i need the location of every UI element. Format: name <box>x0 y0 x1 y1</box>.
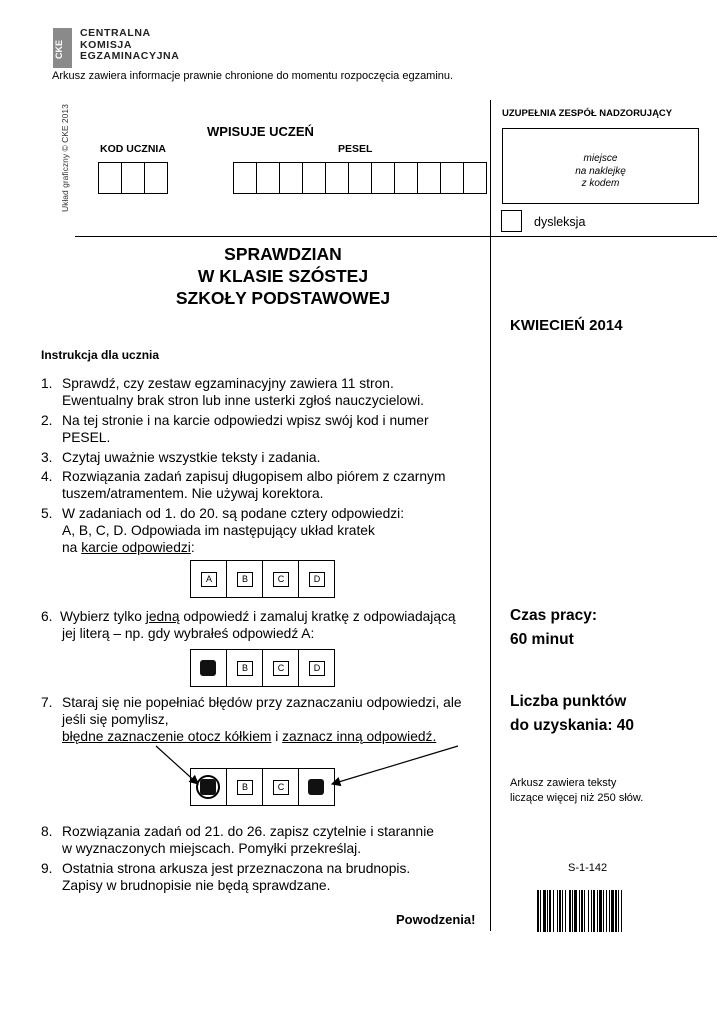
good-luck: Powodzenia! <box>396 912 476 927</box>
instruction-number: 1. <box>41 376 53 391</box>
barcode-bar <box>537 890 539 932</box>
answer-cell <box>191 650 227 686</box>
answer-cell <box>263 769 299 805</box>
instruction-text: błędne zaznaczenie otocz kółkiem i zaznacz inną odpowiedź. <box>62 729 437 744</box>
barcode-bar <box>609 890 610 932</box>
barcode-bar <box>543 890 546 932</box>
barcode-bar <box>615 890 617 932</box>
points-value: do uzyskania: 40 <box>510 717 635 734</box>
pesel-field[interactable] <box>233 162 487 194</box>
logo-letters: CKE <box>54 39 64 59</box>
instruction-text: Czytaj uważnie wszystkie teksty i zadania. <box>62 450 321 465</box>
logo-line-1: CENTRALNA <box>80 27 151 39</box>
barcode-bar <box>559 890 561 932</box>
instruction-number: 6. <box>41 609 53 624</box>
title-line-2: W KLASIE SZÓSTEJ <box>197 266 369 286</box>
answer-cell <box>227 769 263 805</box>
barcode-bar <box>606 890 607 932</box>
instruction-text: W zadaniach od 1. do 20. są podane cztery odpowiedzi: <box>62 506 405 521</box>
barcode-bar <box>557 890 558 932</box>
option-b-box: B <box>237 780 253 795</box>
pesel-label: PESEL <box>338 143 373 155</box>
instruction-text: jeśli się pomylisz, <box>62 712 169 727</box>
answer-marked-example <box>190 649 335 687</box>
logo-line-3: EGZAMINACYJNA <box>80 50 180 63</box>
instruction-text: Rozwiązania zadań od 21. do 26. zapisz czytelnie i starannie <box>62 824 434 839</box>
title-line-3: SZKOŁY PODSTAWOWEJ <box>175 288 391 308</box>
barcode-bar <box>574 890 577 932</box>
points-info <box>510 690 634 738</box>
instruction-text: Sprawdź, czy zestaw egzaminacyjny zawiera 11 stron. <box>62 376 394 391</box>
option-d-box: D <box>309 572 325 587</box>
barcode-bar <box>597 890 598 932</box>
arrow-right <box>332 746 458 784</box>
instruction-text: Wybierz tylko jedną odpowiedź i zamaluj kratkę z odpowiadającą <box>60 609 456 624</box>
barcode-bar <box>569 890 571 932</box>
barcode-bar <box>618 890 619 932</box>
instruction-text: Ostatnia strona arkusza jest przeznaczona na brudnopis. <box>62 861 411 876</box>
answer-grid-example <box>190 560 335 598</box>
horizontal-divider <box>75 236 717 237</box>
barcode-bar <box>599 890 602 932</box>
instruction-text: tuszem/atramentem. Nie używaj korektora. <box>62 486 324 501</box>
vertical-divider <box>490 100 491 931</box>
barcode-bar <box>591 890 592 932</box>
instruction-text: Rozwiązania zadań zapisuj długopisem albo piórem z czarnym <box>62 469 446 484</box>
answer-cell <box>299 561 334 597</box>
barcode-bar <box>540 890 541 932</box>
sheet-note-line-2: liczące więcej niż 250 słów. <box>510 792 644 804</box>
option-b-box: B <box>237 572 253 587</box>
instruction-number: 9. <box>41 861 53 876</box>
barcode-bar <box>588 890 589 932</box>
logo-line-2: KOMISJA <box>80 38 133 51</box>
instruction-number: 2. <box>41 413 53 428</box>
instruction-text: jej literą – np. gdy wybrałeś odpowiedź A: <box>62 626 315 641</box>
barcode-bar <box>579 890 580 932</box>
instructions-heading: Instrukcja dla ucznia <box>41 348 160 362</box>
time-value: 60 minut <box>510 631 574 648</box>
filled-mark <box>200 779 216 795</box>
dyslexia-checkbox[interactable] <box>501 210 522 232</box>
time-info <box>510 604 597 652</box>
sheet-note <box>510 776 643 806</box>
logo-text <box>80 28 179 63</box>
answer-cell <box>191 769 227 805</box>
student-heading: WPISUJE UCZEŃ <box>207 124 314 139</box>
instruction-number: 4. <box>41 469 53 484</box>
barcode-bar <box>565 890 566 932</box>
barcode-bar <box>621 890 622 932</box>
instruction-text: PESEL. <box>62 430 111 445</box>
code-sticker-area <box>502 128 699 204</box>
exam-title <box>168 243 398 309</box>
supervisor-heading: UZUPEŁNIA ZESPÓŁ NADZORUJĄCY <box>502 108 673 119</box>
sticker-line-2: na naklejkę <box>575 165 626 177</box>
points-label: Liczba punktów <box>510 693 627 710</box>
instruction-number: 5. <box>41 506 53 521</box>
barcode <box>537 890 702 932</box>
exam-date: KWIECIEŃ 2014 <box>510 317 623 334</box>
instruction-text: Zapisy w brudnopisie nie będą sprawdzane. <box>62 878 331 893</box>
time-label: Czas pracy: <box>510 607 598 624</box>
answer-cell <box>227 561 263 597</box>
layout-credit: Układ graficzny © CKE 2013 <box>60 104 70 212</box>
option-d-box: D <box>309 661 325 676</box>
barcode-bar <box>611 890 614 932</box>
barcode-bar <box>562 890 563 932</box>
barcode-bar <box>603 890 604 932</box>
option-a-box: A <box>201 572 217 587</box>
answer-cell <box>299 769 334 805</box>
confidential-notice: Arkusz zawiera informacje prawnie chronione do momentu rozpoczęcia egzaminu. <box>52 70 454 82</box>
option-c-box: C <box>273 572 289 587</box>
instruction-text: Ewentualny brak stron lub inne usterki zgłoś nauczycielowi. <box>62 393 424 408</box>
student-code-label: KOD UCZNIA <box>100 143 166 155</box>
barcode-bar <box>584 890 585 932</box>
barcode-bar <box>553 890 554 932</box>
barcode-bar <box>593 890 595 932</box>
filled-mark <box>200 660 216 676</box>
answer-cell <box>191 561 227 597</box>
barcode-bar <box>547 890 548 932</box>
barcode-bar <box>572 890 573 932</box>
instruction-text: Na tej stronie i na karcie odpowiedzi wpisz swój kod i numer <box>62 413 429 428</box>
answer-cell <box>263 650 299 686</box>
sticker-line-3: z kodem <box>581 178 620 189</box>
answer-cell <box>263 561 299 597</box>
barcode-bar <box>581 890 583 932</box>
sheet-note-line-1: Arkusz zawiera teksty <box>510 777 617 789</box>
instruction-text: A, B, C, D. Odpowiada im następujący układ kratek <box>62 523 375 538</box>
barcode-bar <box>549 890 551 932</box>
answer-cell <box>227 650 263 686</box>
answer-card-link: karcie odpowiedzi <box>81 540 191 555</box>
sticker-line-1: miejsce <box>583 153 618 164</box>
filled-mark <box>308 779 324 795</box>
option-b-box: B <box>237 661 253 676</box>
instruction-number: 7. <box>41 695 53 710</box>
option-c-box: C <box>273 661 289 676</box>
option-c-box: C <box>273 780 289 795</box>
answer-cell <box>299 650 334 686</box>
instruction-number: 3. <box>41 450 53 465</box>
dyslexia-label: dysleksja <box>534 215 586 229</box>
student-code-field[interactable] <box>98 162 168 194</box>
answer-corrected-example <box>190 768 335 806</box>
title-line-1: SPRAWDZIAN <box>224 244 342 264</box>
instruction-text: w wyznaczonych miejscach. Pomyłki przekreślaj. <box>62 841 362 856</box>
instruction-text: Staraj się nie popełniać błędów przy zaznaczaniu odpowiedzi, ale <box>62 695 462 710</box>
instruction-number: 8. <box>41 824 53 839</box>
exam-code: S-1-142 <box>568 862 608 874</box>
instruction-text: na karcie odpowiedzi: <box>62 540 195 555</box>
